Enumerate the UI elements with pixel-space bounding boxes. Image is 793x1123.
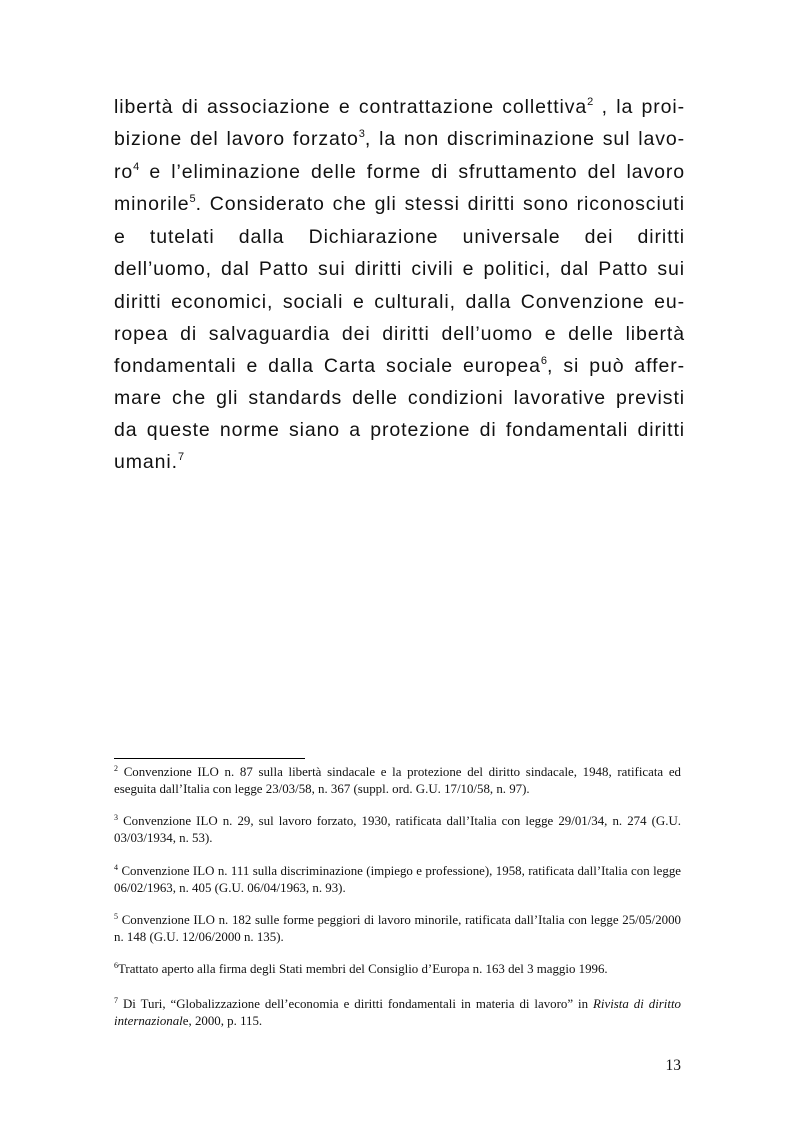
footnote-ref-6[interactable]: 6: [540, 355, 548, 367]
footnote-ref-3[interactable]: 3: [358, 128, 365, 140]
body-line-11: da queste norme siano a protezione di fondamentali diritti: [114, 419, 685, 441]
journal-title: Rivista di diritto internazional: [114, 997, 681, 1028]
body-line-1: libertà di associazione e contrattazione collettiva$^2$ , la proi-: [114, 96, 685, 118]
footnote-6: $^6$Trattato aperto alla firma degli Stati membri del Consiglio d’Europa n. 163 del 3 maggio 1996.: [114, 961, 608, 976]
footnote-number: 6: [114, 961, 118, 970]
footnote-3: $^3$ Convenzione ILO n. 29, sul lavoro forzato, 1930, ratificata dall’Italia con legge 29/01/34, n. 274 (G.U. 03/03/1934, n. 53).: [114, 813, 681, 845]
body-line-9: fondamentali e dalla Carta sociale europea$^6$, si può affer-: [114, 355, 685, 377]
footnote-4: $^4$ Convenzione ILO n. 111 sulla discriminazione (impiego e professione), 1958, ratificata dall’Italia con legge 06/02/1963, n. 405 (G.U. 06/04/1963, n. 93).: [114, 863, 681, 895]
body-line-6: dell’uomo, dal Patto sui diritti civili e politici, dal Patto sui: [114, 258, 685, 280]
footnote-5: $^5$ Convenzione ILO n. 182 sulle forme peggiori di lavoro minorile, ratificata dall’Italia con legge 25/05/2000 n. 148 (G.U. 12/06/2000 n. 135).: [114, 912, 681, 944]
footnote-ref-7[interactable]: 7: [177, 451, 185, 463]
footnote-ref-5[interactable]: 5: [189, 193, 196, 205]
footnote-number: 7: [114, 996, 118, 1005]
body-line-7: diritti economici, sociali e culturali, dalla Convenzione eu-: [114, 291, 685, 313]
footnote-separator: [114, 758, 305, 759]
footnote-ref-2[interactable]: 2: [587, 96, 594, 108]
body-line-10: mare che gli standards delle condizioni lavorative previsti: [114, 387, 685, 409]
footnote-7: $^7$ Di Turi, “Globalizzazione dell’economia e diritti fondamentali in materia di lavoro” in Rivista di diritto internazionale, 2000, p. 115.: [114, 996, 681, 1028]
footnote-ref-4[interactable]: 4: [133, 161, 140, 173]
footnote-2: $^2$ Convenzione ILO n. 87 sulla libertà sindacale e la protezione del diritto sindacale, 1948, ratificata ed eseguita dall’Italia con legge 23/03/58, n. 367 (suppl. ord. G.U. 17/10/58, n. 97).: [114, 764, 681, 796]
page-number: 13: [665, 1057, 681, 1074]
body-line-2: bizione del lavoro forzato$^3$, la non discriminazione sul lavo-: [114, 128, 685, 150]
body-line-5: e tutelati dalla Dichiarazione universale dei diritti: [114, 226, 685, 248]
body-line-4: minorile$^5$. Considerato che gli stessi diritti sono riconosciuti: [114, 193, 685, 215]
footnote-number: 4: [114, 863, 118, 872]
footnote-number: 5: [114, 912, 118, 921]
footnote-number: 3: [114, 813, 118, 822]
body-line-3: $ro^4$ e l’eliminazione delle forme di sfruttamento del lavoro: [114, 161, 685, 183]
body-line-12: umani.$^7$: [114, 451, 185, 473]
footnote-number: 2: [114, 764, 118, 773]
body-line-8: ropea di salvaguardia dei diritti dell’uomo e delle libertà: [114, 323, 685, 345]
